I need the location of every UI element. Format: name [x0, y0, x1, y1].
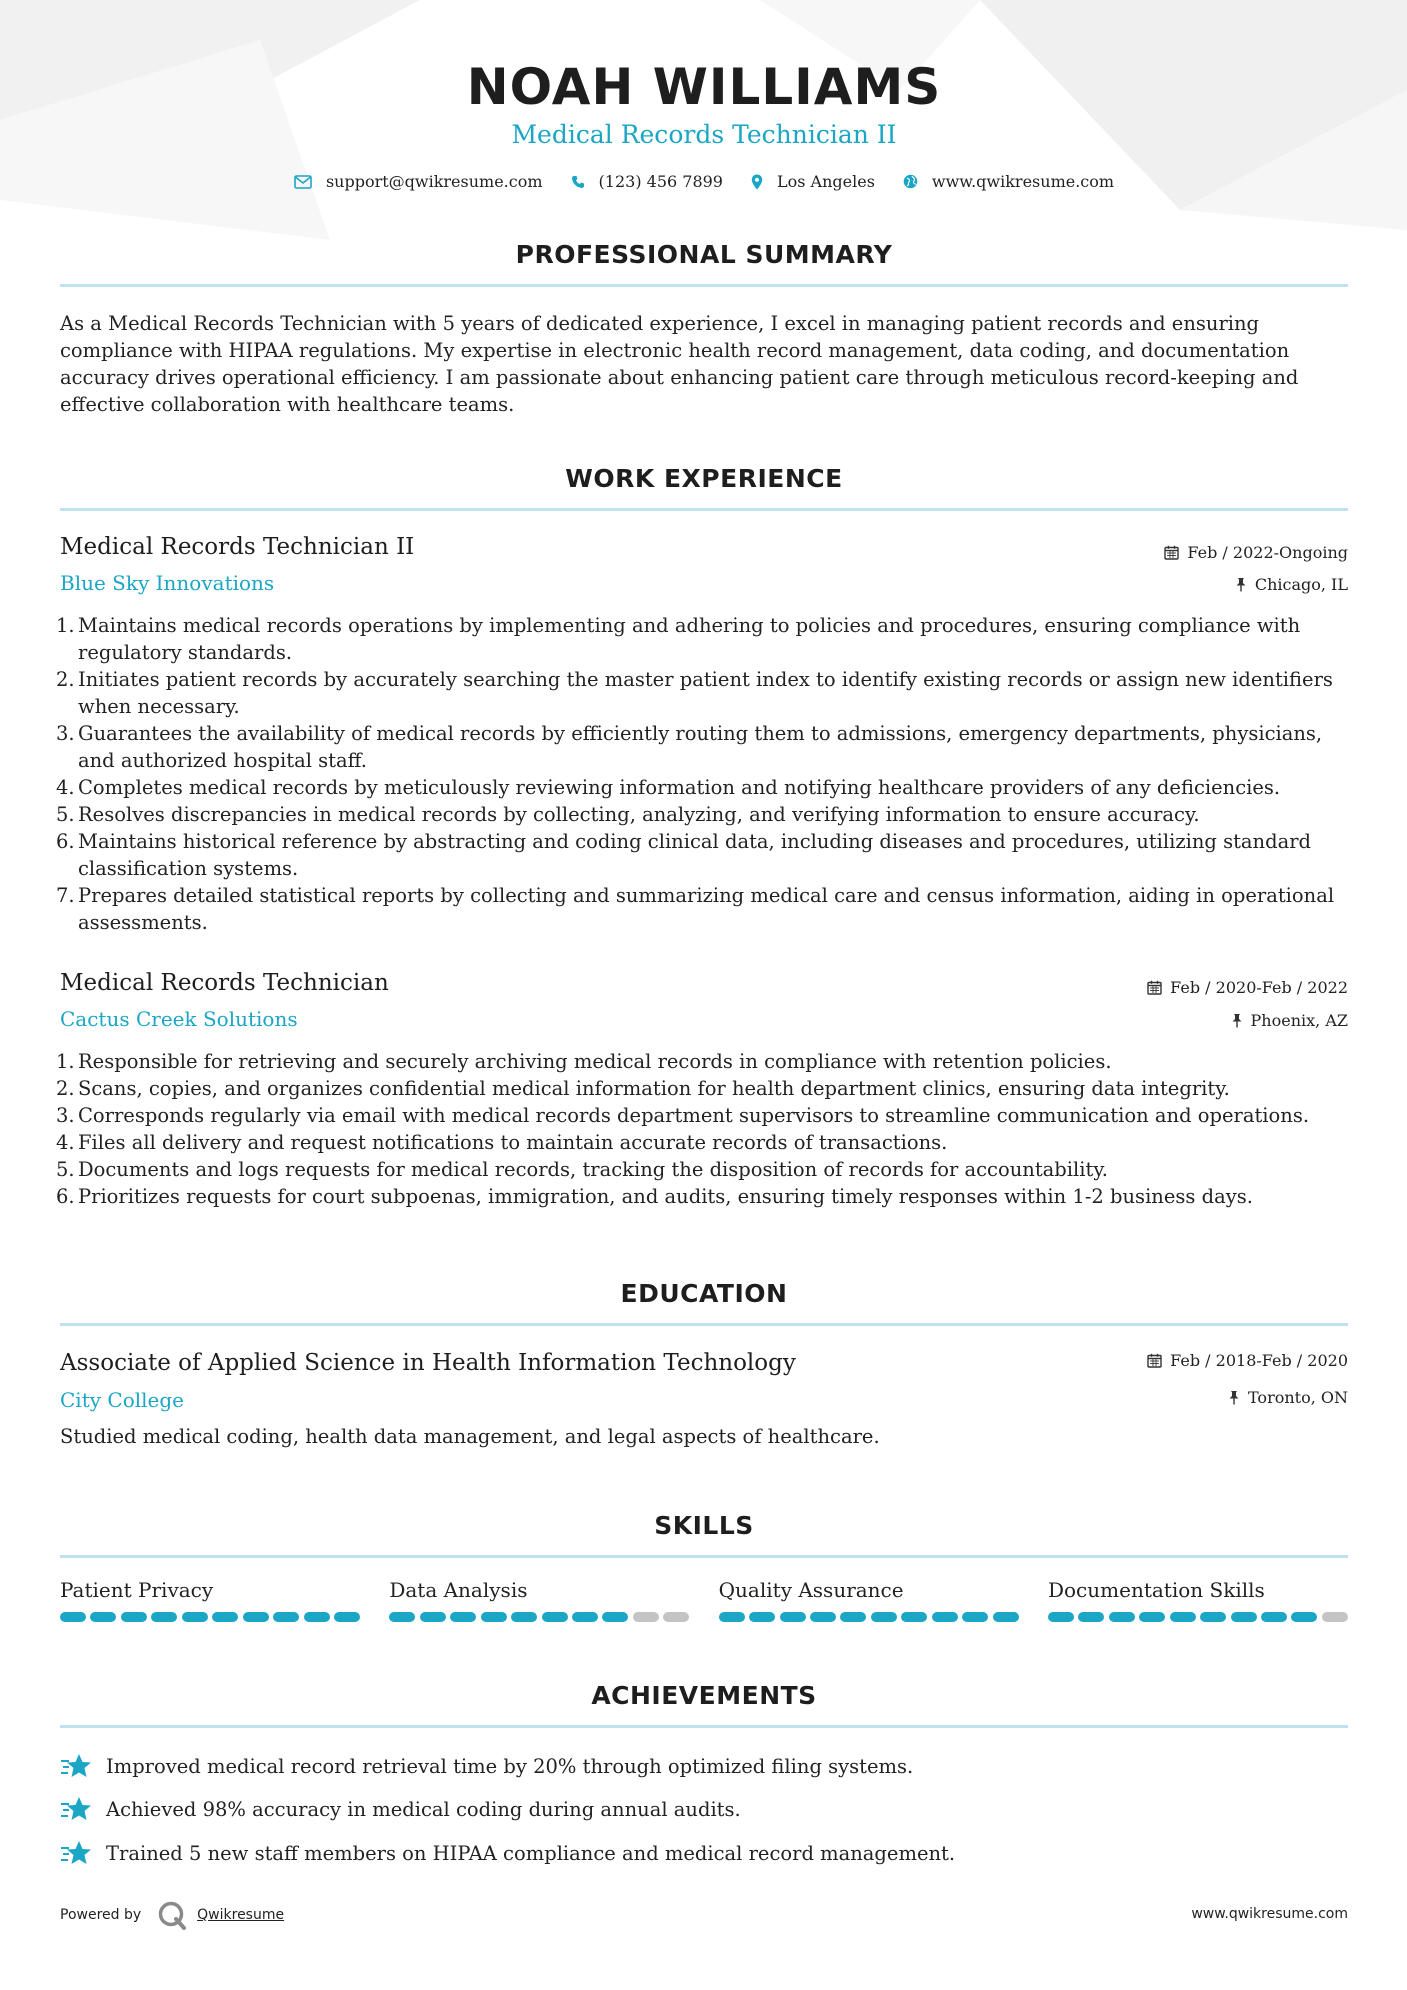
skills-heading: SKILLS: [654, 1511, 754, 1540]
skill-dot-filled: [962, 1612, 988, 1622]
skill-dot-filled: [304, 1612, 330, 1622]
list-item: 6. Maintains historical reference by abstracting and coding clinical data, including diseases and procedures, utilizing standard classification systems.: [56, 830, 1312, 880]
pushpin-icon: [1235, 577, 1247, 592]
skill-dot-filled: [1200, 1612, 1226, 1622]
skill-dot-filled: [840, 1612, 866, 1622]
skill-level-meter: [389, 1612, 689, 1622]
qwikresume-logo-icon: [157, 1900, 187, 1930]
skill-dot-filled: [511, 1612, 537, 1622]
job-location-text: Phoenix, AZ: [1250, 1011, 1348, 1030]
education-location-text: Toronto, ON: [1248, 1388, 1348, 1407]
star-icon: [60, 1795, 92, 1823]
job-location-text: Chicago, IL: [1254, 575, 1348, 594]
skill-item: [719, 1578, 1019, 1622]
skill-dot-filled: [932, 1612, 958, 1622]
qwikresume-link[interactable]: Qwikresume: [197, 1907, 285, 1923]
skill-name: Documentation Skills: [1047, 1578, 1265, 1602]
achievement-item: [60, 1795, 1348, 1823]
skill-dot-filled: [1078, 1612, 1104, 1622]
list-item: 1. Responsible for retrieving and securely archiving medical records in compliance with retention policies.: [56, 1050, 1112, 1073]
education-description: Studied medical coding, health data management, and legal aspects of healthcare.: [60, 1425, 880, 1448]
calendar-icon: [1147, 1353, 1162, 1368]
job-dates-text: Feb / 2020-Feb / 2022: [1170, 978, 1348, 997]
experience-heading: WORK EXPERIENCE: [565, 464, 843, 493]
list-item: 2. Scans, copies, and organizes confidential medical information for health department clinics, ensuring data integrity.: [56, 1077, 1230, 1100]
skill-dot-filled: [1261, 1612, 1287, 1622]
skill-dot-filled: [993, 1612, 1019, 1622]
website-text: www.qwikresume.com: [931, 172, 1115, 191]
skill-dot-filled: [572, 1612, 598, 1622]
degree-title: Associate of Applied Science in Health Information Technology: [60, 1350, 796, 1376]
job-location: [1231, 1011, 1348, 1030]
achievement-item: [60, 1752, 1348, 1780]
footer-website[interactable]: www.qwikresume.com: [1191, 1906, 1348, 1922]
experience-divider: [60, 508, 1348, 511]
skill-dot-filled: [871, 1612, 897, 1622]
skill-dot-filled: [481, 1612, 507, 1622]
skill-dot-filled: [780, 1612, 806, 1622]
achievements-heading: ACHIEVEMENTS: [591, 1681, 817, 1710]
skill-dot-filled: [450, 1612, 476, 1622]
phone-text: (123) 456 7899: [598, 172, 723, 191]
candidate-role: Medical Records Technician II: [511, 120, 897, 149]
list-item: 5. Resolves discrepancies in medical records by collecting, analyzing, and verifying information to ensure accuracy.: [56, 803, 1200, 826]
job-title: Medical Records Technician: [60, 970, 389, 996]
education-dates-text: Feb / 2018-Feb / 2020: [1170, 1351, 1348, 1370]
job-responsibilities: [56, 612, 1348, 936]
calendar-icon: [1147, 980, 1162, 995]
achievement-text: Improved medical record retrieval time by 20% through optimized filing systems.: [106, 1754, 914, 1778]
list-item: 7. Prepares detailed statistical reports by collecting and summarizing medical care and census information, aiding in operational assessments.: [56, 884, 1335, 934]
skill-dot-filled: [1170, 1612, 1196, 1622]
list-item: 5. Documents and logs requests for medical records, tracking the disposition of records for accountability.: [56, 1158, 1108, 1181]
skill-dot-empty: [633, 1612, 659, 1622]
job-dates: [1164, 543, 1348, 562]
skill-dot-filled: [719, 1612, 745, 1622]
pushpin-icon: [1228, 1390, 1240, 1405]
skill-dot-filled: [273, 1612, 299, 1622]
skill-dot-filled: [1231, 1612, 1257, 1622]
skill-dot-filled: [243, 1612, 269, 1622]
skill-dot-filled: [1291, 1612, 1317, 1622]
skill-dot-filled: [121, 1612, 147, 1622]
email-text: support@qwikresume.com: [325, 172, 543, 191]
skill-dot-filled: [810, 1612, 836, 1622]
school-name: City College: [60, 1388, 185, 1412]
summary-text: As a Medical Records Technician with 5 years of dedicated experience, I excel in managing patient records and ensuring compliance with HIPAA regulations. My expertise in electronic health record management, data coding, and documentation accuracy drives operational efficiency. I am passionate about enhancing patient care through meticulous record-keeping and effective collaboration with healthcare teams.: [60, 312, 1299, 416]
skill-dot-filled: [90, 1612, 116, 1622]
job-title: Medical Records Technician II: [60, 534, 415, 560]
star-icon: [60, 1839, 92, 1867]
achievements-divider: [60, 1725, 1348, 1728]
map-pin-icon: [751, 174, 763, 190]
skill-dot-empty: [1322, 1612, 1348, 1622]
list-item: 3. Corresponds regularly via email with medical records department supervisors to streamline communication and operations.: [56, 1104, 1310, 1127]
list-item: 3. Guarantees the availability of medical records by efficiently routing them to admissions, emergency departments, physicians, and authorized hospital staff.: [56, 722, 1323, 772]
envelope-icon: [294, 175, 312, 189]
job-location: [1235, 575, 1348, 594]
skill-item: [60, 1578, 360, 1622]
job-dates-text: Feb / 2022-Ongoing: [1187, 543, 1348, 562]
skill-dot-filled: [1048, 1612, 1074, 1622]
skill-dot-filled: [749, 1612, 775, 1622]
contact-phone[interactable]: [571, 172, 723, 191]
list-item: 2. Initiates patient records by accurately searching the master patient index to identify existing records or assign new identifiers when necessary.: [56, 668, 1333, 718]
footer-powered-by: [60, 1900, 284, 1930]
skill-name: Patient Privacy: [60, 1578, 214, 1602]
pushpin-icon: [1231, 1013, 1243, 1028]
skill-dot-filled: [1139, 1612, 1165, 1622]
skill-dot-filled: [1109, 1612, 1135, 1622]
skill-dot-filled: [182, 1612, 208, 1622]
skill-dot-filled: [542, 1612, 568, 1622]
skill-level-meter: [1048, 1612, 1348, 1622]
skill-dot-filled: [420, 1612, 446, 1622]
job-responsibilities: [56, 1048, 1348, 1210]
skill-dot-filled: [212, 1612, 238, 1622]
education-location: [1228, 1388, 1348, 1407]
skill-dot-filled: [60, 1612, 86, 1622]
summary-heading: PROFESSIONAL SUMMARY: [515, 240, 893, 269]
contact-location: [751, 172, 875, 191]
job-dates: [1147, 978, 1348, 997]
contact-email[interactable]: [294, 172, 543, 191]
skill-dot-empty: [663, 1612, 689, 1622]
summary-divider: [60, 284, 1348, 287]
achievement-text: Achieved 98% accuracy in medical coding during annual audits.: [106, 1797, 741, 1821]
candidate-name: NOAH WILLIAMS: [466, 58, 942, 116]
education-divider: [60, 1323, 1348, 1326]
skill-name: Quality Assurance: [718, 1578, 904, 1602]
achievement-item: [60, 1839, 1348, 1867]
globe-icon: [903, 174, 918, 189]
education-heading: EDUCATION: [620, 1279, 788, 1308]
skill-dot-filled: [334, 1612, 360, 1622]
skill-level-meter: [60, 1612, 360, 1622]
skill-item: [1048, 1578, 1348, 1622]
phone-icon: [571, 175, 585, 189]
list-item: 6. Prioritizes requests for court subpoenas, immigration, and audits, ensuring timely responses within 1-2 business days.: [56, 1185, 1253, 1208]
skills-divider: [60, 1555, 1348, 1558]
contact-website[interactable]: [903, 172, 1114, 191]
skill-dot-filled: [389, 1612, 415, 1622]
list-item: 1. Maintains medical records operations by implementing and adhering to policies and procedures, ensuring compliance with regulatory standards.: [56, 614, 1301, 664]
powered-by-label: Powered by: [60, 1907, 142, 1923]
list-item: 4. Completes medical records by meticulously reviewing information and notifying healthcare providers of any deficiencies.: [56, 776, 1281, 799]
skills-list: [60, 1578, 1348, 1622]
star-icon: [60, 1752, 92, 1780]
calendar-icon: [1164, 545, 1179, 560]
location-text: Los Angeles: [776, 172, 875, 191]
skill-dot-filled: [602, 1612, 628, 1622]
company-name: Blue Sky Innovations: [60, 571, 275, 595]
education-dates: [1147, 1351, 1348, 1370]
skill-name: Data Analysis: [389, 1578, 528, 1602]
skill-dot-filled: [901, 1612, 927, 1622]
skill-level-meter: [719, 1612, 1019, 1622]
achievement-text: Trained 5 new staff members on HIPAA compliance and medical record management.: [106, 1841, 956, 1865]
contact-bar: [60, 172, 1348, 191]
skill-item: [389, 1578, 689, 1622]
skill-dot-filled: [151, 1612, 177, 1622]
list-item: 4. Files all delivery and request notifications to maintain accurate records of transactions.: [56, 1131, 948, 1154]
company-name: Cactus Creek Solutions: [60, 1007, 298, 1031]
